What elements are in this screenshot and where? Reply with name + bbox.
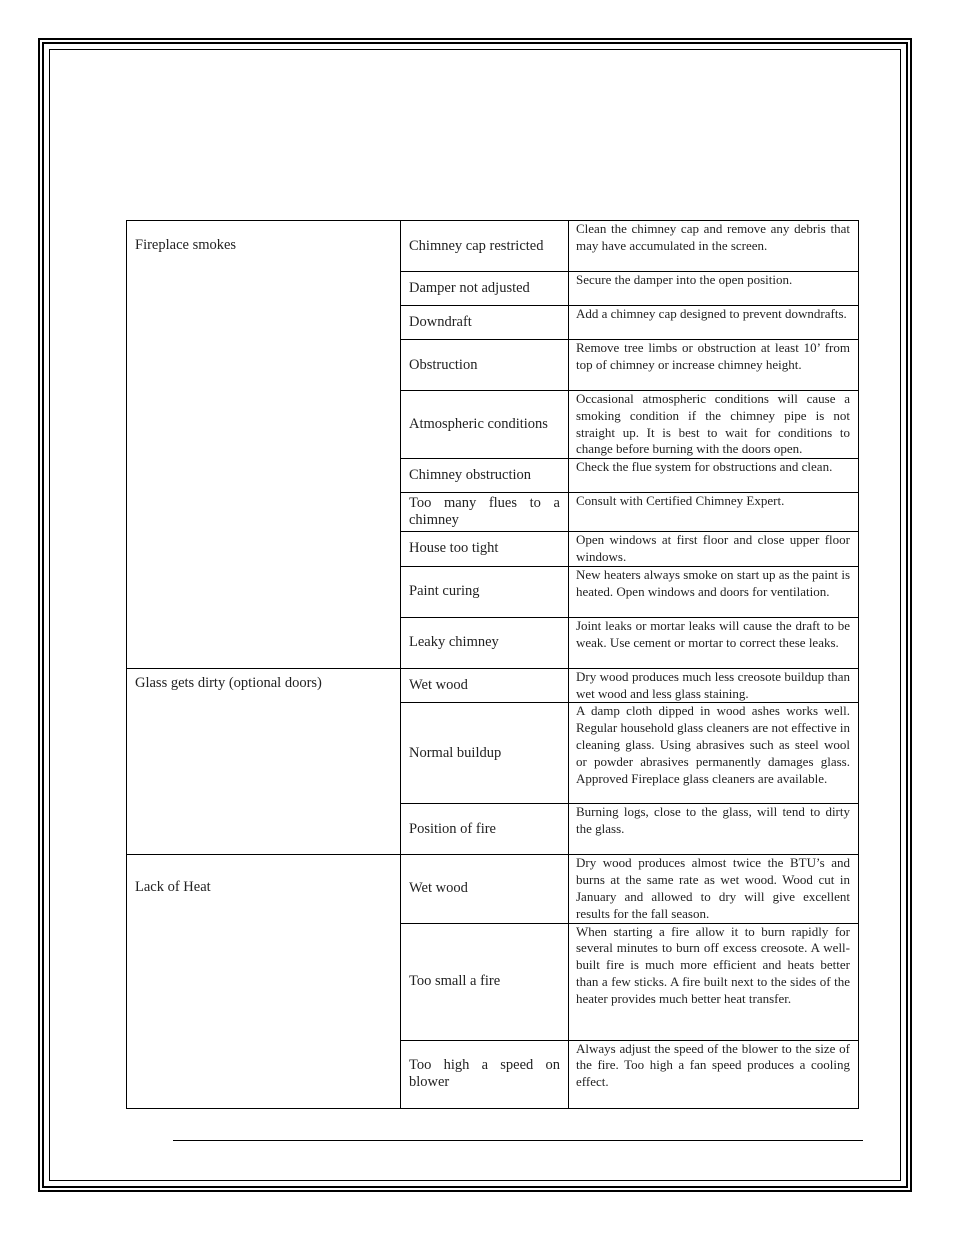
cause-cell — [401, 617, 569, 668]
cause-label: Too many flues to a chimney — [409, 495, 560, 529]
solution-cell — [569, 617, 859, 668]
cause-cell — [401, 566, 569, 617]
solution-cell — [569, 306, 859, 340]
table-row — [127, 855, 859, 923]
cause-label: Too high a speed on blower — [409, 1057, 560, 1091]
solution-cell — [569, 566, 859, 617]
cause-label: Wet wood — [409, 677, 468, 694]
cause-label: Chimney cap restricted — [409, 237, 544, 254]
cause-label: Position of fire — [409, 820, 496, 837]
problem-label: Fireplace smokes — [135, 237, 237, 253]
solution-cell — [569, 459, 859, 493]
cause-label: Damper not adjusted — [409, 280, 530, 296]
cause-cell — [401, 703, 569, 804]
solution-text: Remove tree limbs or obstruction at least 10’ from top of chimney or increase chimney height. — [576, 340, 850, 372]
solution-text: Dry wood produces much less creosote buildup than wet wood and less glass staining. — [576, 668, 850, 701]
cause-cell — [401, 459, 569, 493]
solution-text: When starting a fire allow it to burn rapidly for several minutes to burn off excess creosote. A well-built fire is much more efficient and heats better than a few sticks. A fire built next to the sides of the heater provides much better heat transfer. — [576, 923, 850, 1006]
solution-cell — [569, 668, 859, 703]
footer-rule — [173, 1140, 863, 1141]
solution-text: Joint leaks or mortar leaks will cause the draft to be weak. Use cement or mortar to correct these leaks. — [576, 617, 850, 650]
solution-text: Occasional atmospheric conditions will cause a smoking condition if the chimney pipe is not straight up. It is best to wait for conditions to change before burning with the doors open. — [576, 391, 850, 457]
cause-label: House too tight — [409, 540, 499, 557]
cause-cell — [401, 923, 569, 1040]
solution-text: Check the flue system for obstructions and clean. — [576, 459, 833, 475]
cause-cell — [401, 391, 569, 459]
cause-label: Leaky chimney — [409, 634, 499, 651]
solution-cell — [569, 804, 859, 855]
solution-text: New heaters always smoke on start up as the paint is heated. Open windows and doors for ventilation. — [576, 566, 850, 599]
cause-label: Chimney obstruction — [409, 467, 532, 484]
solution-text: Add a chimney cap designed to prevent downdrafts. — [576, 306, 847, 321]
solution-cell — [569, 703, 859, 804]
solution-cell — [569, 493, 859, 532]
solution-cell — [569, 1040, 859, 1108]
cause-cell — [401, 272, 569, 306]
solution-cell — [569, 221, 859, 272]
problem-label: Lack of Heat — [135, 879, 211, 896]
table-row — [127, 221, 859, 272]
solution-text: Consult with Certified Chimney Expert. — [576, 493, 785, 509]
cause-cell — [401, 221, 569, 272]
cause-cell — [401, 340, 569, 391]
cause-label: Paint curing — [409, 583, 480, 600]
solution-cell — [569, 340, 859, 391]
cause-label: Obstruction — [409, 356, 478, 373]
troubleshooting-table — [126, 220, 859, 1109]
problem-cell — [127, 855, 401, 1108]
solution-text: Always adjust the speed of the blower to the size of the fire. Too high a fan speed produces a cooling effect. — [576, 1040, 850, 1090]
cause-label: Downdraft — [409, 314, 472, 330]
problem-cell — [127, 221, 401, 669]
cause-label: Normal buildup — [409, 744, 502, 761]
cause-cell — [401, 668, 569, 703]
solution-cell — [569, 272, 859, 306]
solution-text: Burning logs, close to the glass, will tend to dirty the glass. — [576, 804, 850, 837]
problem-cell — [127, 668, 401, 855]
table-row — [127, 668, 859, 703]
cause-label: Wet wood — [409, 880, 468, 897]
cause-cell — [401, 855, 569, 923]
cause-cell — [401, 1040, 569, 1108]
solution-cell — [569, 391, 859, 459]
cause-cell — [401, 306, 569, 340]
cause-label: Atmospheric conditions — [409, 416, 548, 433]
solution-text: Secure the damper into the open position. — [576, 272, 793, 287]
cause-label: Too small a fire — [409, 973, 501, 990]
solution-text: Clean the chimney cap and remove any debris that may have accumulated in the screen. — [576, 221, 850, 253]
solution-cell — [569, 532, 859, 567]
solution-text: A damp cloth dipped in wood ashes works well. Regular household glass cleaners are not effective in cleaning glass. Using abrasives such as steel wool or powder abrasives permanently damages glass. Approved Fireplace glass cleaners are available. — [576, 703, 850, 786]
solution-cell — [569, 923, 859, 1040]
cause-cell — [401, 493, 569, 532]
cause-cell — [401, 532, 569, 567]
cause-cell — [401, 804, 569, 855]
solution-text: Open windows at first floor and close upper floor windows. — [576, 532, 850, 564]
solution-cell — [569, 855, 859, 923]
problem-label: Glass gets dirty (optional doors) — [135, 674, 322, 691]
solution-text: Dry wood produces almost twice the BTU’s and burns at the same rate as wet wood. Wood cut in January and allowed to dry will give excellent results for the fall season. — [576, 855, 850, 921]
